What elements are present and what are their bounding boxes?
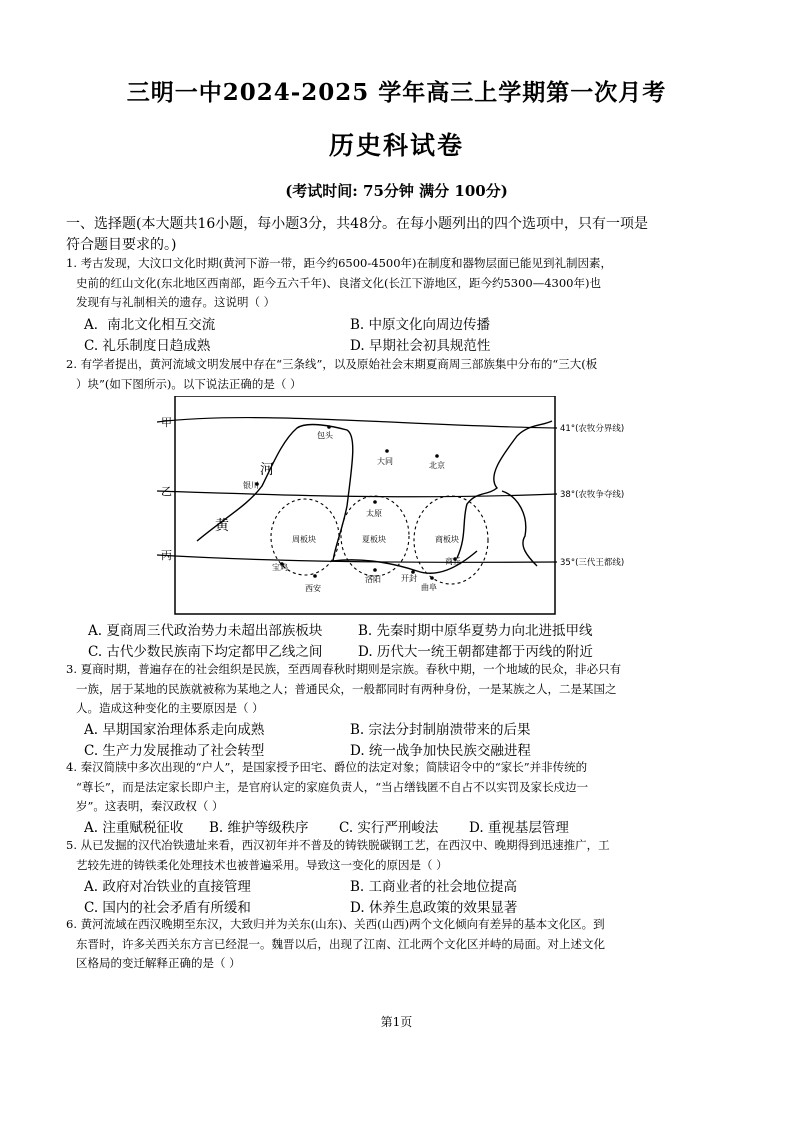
label-35: 35°(三代王都线) xyxy=(560,558,625,568)
option-a[interactable]: A. 早期国家治理体系走向成熟 xyxy=(84,722,265,738)
question-line: 一族，居于某地的民族就被称为某地之人；普通民众，一般都同时有两种身份，一是某族之人，二是某国之 xyxy=(76,681,617,696)
question-3 xyxy=(66,660,726,719)
question-line: 1. 考古发现，大汶口文化时期(黄河下游一带，距今约6500-4500年)在制度和器物层面已能见到礼制因素， xyxy=(66,256,613,270)
yellow-river-map xyxy=(157,396,657,618)
subject-title: 历史科试卷 xyxy=(328,131,464,160)
block-label-zhou: 周板块 xyxy=(292,535,316,544)
option-c[interactable]: C. 国内的社会矛盾有所缓和 xyxy=(84,900,251,916)
question-line: 2. 有学者提出，黄河流域文明发展中存在“三条线”，以及原始社会末期夏商周三部族集中分布的“三大(板 xyxy=(66,357,598,371)
option-c[interactable]: C. 生产力发展推动了社会转型 xyxy=(84,743,265,759)
page-number: 第1页 xyxy=(380,1015,413,1029)
city-xian: 西安 xyxy=(305,584,321,593)
river-label-he: 河 xyxy=(260,462,274,478)
option-b[interactable]: B. 宗法分封制崩溃带来的后果 xyxy=(350,722,531,738)
option-d[interactable]: D. 统一战争加快民族交融进程 xyxy=(350,743,531,759)
city-taiyuan: 太原 xyxy=(366,509,382,518)
option-c[interactable]: C. 礼乐制度日趋成熟 xyxy=(84,338,211,354)
question-line: 5. 从已发掘的汉代冶铁遗址来看，西汉初年并不普及的铸铁脱碳钢工艺，在西汉中、晚期得到迅速推广，工 xyxy=(66,838,610,852)
instruction-line: 一、选择题(本大题共16小题，每小题3分，共48分。在每小题列出的四个选项中，只有一项是 xyxy=(66,216,648,232)
question-line: 人。造成这种变化的主要原因是（ ） xyxy=(76,701,264,715)
block-label-shang: 商板块 xyxy=(435,535,459,544)
question-line: 6. 黄河流域在西汉晚期至东汉，大致归并为关东(山东)、关西(山西)两个文化倾向有差异的基本文化区。到 xyxy=(66,917,605,931)
city-luoyang: 洛阳 xyxy=(365,575,381,584)
option-c[interactable]: C. 古代少数民族南下均定都甲乙线之间 xyxy=(88,644,323,660)
label-bing: 丙 xyxy=(161,549,172,562)
option-d[interactable]: D. 早期社会初具规范性 xyxy=(350,338,491,354)
city-beijing: 北京 xyxy=(429,461,445,470)
question-line: 艺较先进的铸铁柔化处理技术也被普遍采用。导致这一变化的原因是（ ） xyxy=(76,857,448,872)
exam-info: (考试时间: 75分钟 满分 100分) xyxy=(285,182,508,200)
question-line: 岁”。这表明，秦汉政权（ ） xyxy=(76,799,224,813)
question-line: 东晋时，许多关西关东方言已经混一。魏晋以后，出现了江南、江北两个文化区并峙的局面。对上述文化 xyxy=(76,936,605,951)
question-line: ）块”(如下图所示)。以下说法正确的是（ ） xyxy=(76,376,302,391)
option-a[interactable]: A．南北文化相互交流 xyxy=(84,317,216,333)
option-a[interactable]: A. 夏商周三代政治势力未超出部族板块 xyxy=(88,623,323,639)
question-line: 史前的红山文化(东北地区西南部，距今五六千年)、良渚文化(长江下游地区，距今约5300—4300年)也 xyxy=(76,275,601,290)
option-b[interactable]: B. 先秦时期中原华夏势力向北进抵甲线 xyxy=(358,623,593,639)
option-b[interactable]: B. 工商业者的社会地位提高 xyxy=(350,879,518,895)
city-qufu: 曲阜 xyxy=(421,583,437,592)
question-line: 发现有与礼制相关的遗存。这说明（ ） xyxy=(76,295,276,309)
city-baotou: 包头 xyxy=(317,431,333,440)
city-kaifeng: 开封 xyxy=(401,574,417,583)
label-yi: 乙 xyxy=(161,485,172,498)
section-instructions xyxy=(66,214,736,256)
question-6 xyxy=(66,915,726,974)
river-label-huang: 黄 xyxy=(215,518,229,534)
question-line: 4. 秦汉简牍中多次出现的“户人”，是国家授予田宅、爵位的法定对象；简牍诏令中的“家长”并非传统的 xyxy=(66,760,588,774)
label-38: 38°(农牧争夺线) xyxy=(560,490,625,500)
question-2 xyxy=(66,355,726,394)
option-d[interactable]: D. 重视基层管理 xyxy=(469,820,569,836)
option-a[interactable]: A. 政府对冶铁业的直接管理 xyxy=(84,879,251,895)
option-c[interactable]: C. 实行严刑峻法 xyxy=(339,820,439,836)
option-b[interactable]: B. 中原文化向周边传播 xyxy=(350,317,491,333)
label-41: 41°(农牧分界线) xyxy=(560,424,625,434)
label-jia: 甲 xyxy=(161,416,172,429)
block-label-xia: 夏板块 xyxy=(362,535,386,544)
option-a[interactable]: A. 注重赋税征收 xyxy=(84,820,184,836)
question-line: 区格局的变迁解释正确的是（ ） xyxy=(76,956,241,970)
city-datong: 大同 xyxy=(377,457,393,466)
city-yinchuan: 银川 xyxy=(243,481,259,490)
option-b[interactable]: B. 维护等级秩序 xyxy=(209,820,309,836)
option-d[interactable]: D. 历代大一统王朝都建都于丙线的附近 xyxy=(358,644,593,660)
city-shangqiu: 商丘 xyxy=(445,557,461,566)
question-5 xyxy=(66,836,726,875)
question-line: “尊长”，而是法定家长即户主，是官府认定的家庭负责人，“当占缮钱匿不自占不以实罚及家长戍边一 xyxy=(76,779,589,794)
instruction-line: 符合题目要求的。) xyxy=(66,237,177,253)
exam-title: 三明一中2024-2025 学年高三上学期第一次月考 xyxy=(126,79,667,106)
option-d[interactable]: D. 休养生息政策的效果显著 xyxy=(350,900,518,916)
question-line: 3. 夏商时期，普遍存在的社会组织是民族，至西周春秋时期则是宗族。春秋中期，一个地域的民众，非必只有 xyxy=(66,662,622,676)
city-baoji: 宝鸡 xyxy=(272,563,288,572)
question-1 xyxy=(66,254,726,313)
question-4 xyxy=(66,758,726,817)
